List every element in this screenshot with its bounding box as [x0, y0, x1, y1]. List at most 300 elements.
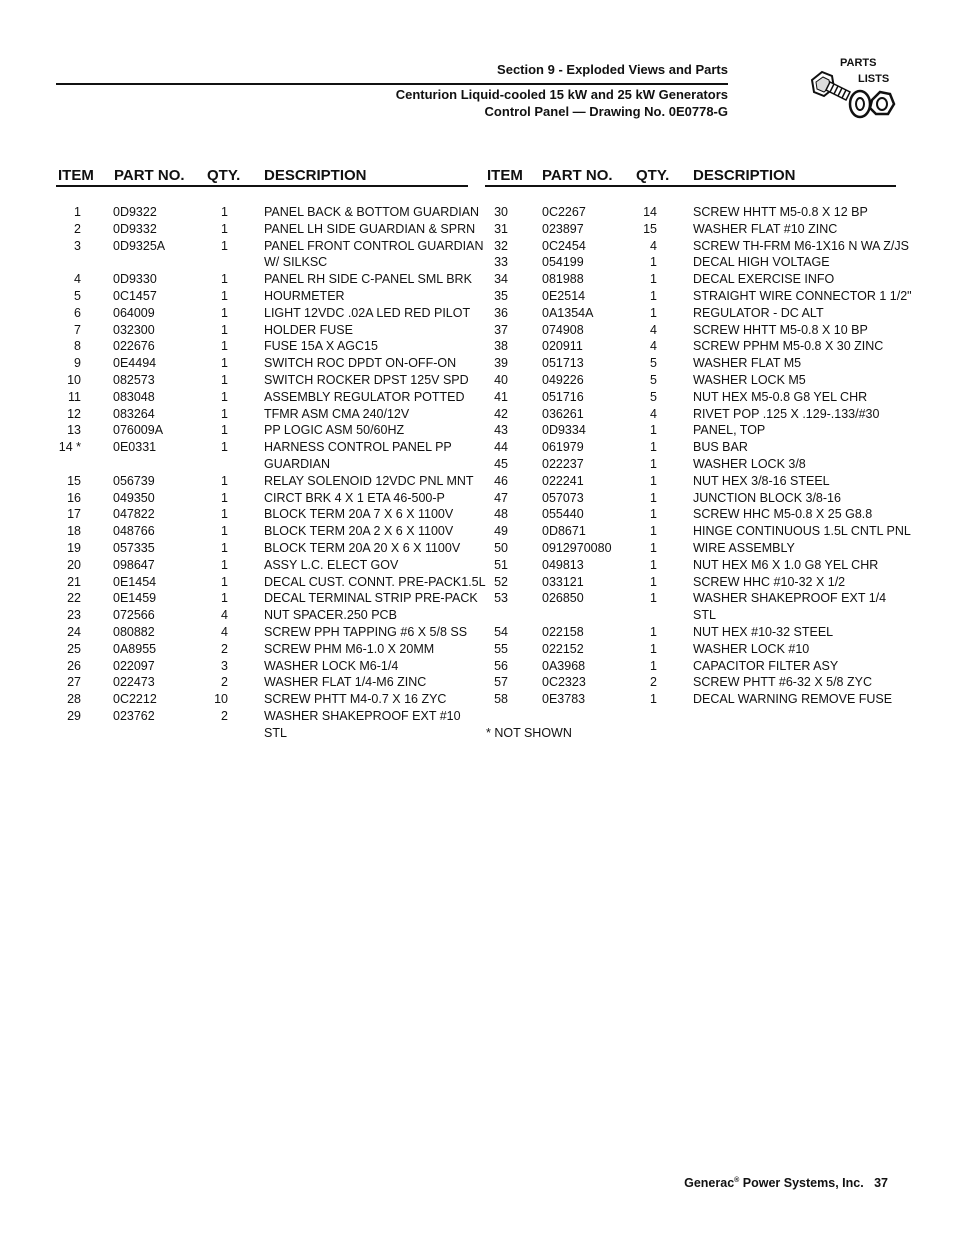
part-number: 056739 — [113, 473, 155, 488]
description: DECAL CUST. CONNT. PRE-PACK1.5L — [264, 574, 486, 589]
description: PANEL RH SIDE C-PANEL SML BRK — [264, 272, 472, 287]
item-number: 57 — [494, 675, 508, 690]
description: WIRE ASSEMBLY — [693, 540, 795, 555]
part-number: 0C2323 — [542, 675, 586, 690]
footnote: * NOT SHOWN — [486, 726, 572, 740]
description: DECAL TERMINAL STRIP PRE-PACK — [264, 591, 478, 606]
part-number: 0A1354A — [542, 305, 594, 320]
part-number: 022473 — [113, 675, 155, 690]
part-number: 026850 — [542, 591, 584, 606]
item-number: 7 — [74, 322, 81, 337]
description: ASSY L.C. ELECT GOV — [264, 557, 399, 572]
quantity: 1 — [221, 238, 228, 253]
item-number: 53 — [494, 591, 508, 606]
table-row — [485, 624, 905, 641]
item-number: 21 — [67, 574, 81, 589]
quantity: 1 — [221, 305, 228, 320]
description: PANEL LH SIDE GUARDIAN & SPRN — [264, 221, 476, 236]
quantity: 1 — [650, 658, 657, 673]
quantity: 4 — [650, 339, 657, 354]
bolt-nut-washer-icon — [806, 56, 898, 132]
table-row — [56, 691, 476, 708]
item-number: 44 — [494, 440, 508, 455]
part-number: 054199 — [542, 255, 584, 270]
part-number: 081988 — [542, 272, 584, 287]
description: WASHER LOCK M5 — [693, 372, 806, 387]
quantity: 1 — [650, 490, 657, 505]
table-row — [56, 439, 476, 473]
item-number: 13 — [67, 423, 81, 438]
quantity: 1 — [221, 524, 228, 539]
description: BUS BAR — [693, 440, 748, 455]
part-number: 0D9332 — [113, 221, 157, 236]
description: PP LOGIC ASM 50/60HZ — [264, 423, 405, 438]
table-row — [485, 557, 905, 574]
item-number: 8 — [74, 339, 81, 354]
col-desc: DESCRIPTION — [693, 167, 796, 184]
parts-table-left — [56, 204, 486, 742]
description: SCREW PHM M6-1.0 X 20MM — [264, 641, 435, 656]
description: CIRCT BRK 4 X 1 ETA 46-500-P — [264, 490, 445, 505]
part-number: 051713 — [542, 356, 584, 371]
quantity: 1 — [650, 624, 657, 639]
item-number: 30 — [494, 205, 508, 219]
description: WASHER FLAT 1/4-M6 ZINC — [264, 675, 427, 690]
quantity: 1 — [650, 288, 657, 303]
part-number: 0D8671 — [542, 524, 586, 539]
part-number: 0C2212 — [113, 692, 157, 707]
quantity: 1 — [221, 372, 228, 387]
part-number: 0912970080 — [542, 540, 612, 555]
quantity: 1 — [650, 255, 657, 270]
quantity: 14 — [643, 205, 657, 219]
table-row — [56, 473, 476, 490]
part-number: 0C2267 — [542, 205, 586, 219]
part-number: 033121 — [542, 574, 584, 589]
drawing-title: Control Panel — Drawing No. 0E0778-G — [484, 104, 728, 119]
part-number: 072566 — [113, 608, 155, 623]
item-number: 2 — [74, 221, 81, 236]
quantity: 4 — [221, 624, 228, 639]
part-number: 0C2454 — [542, 238, 586, 253]
item-number: 40 — [494, 372, 508, 387]
item-number: 54 — [494, 624, 508, 639]
logo-text-lists: LISTS — [858, 73, 890, 85]
item-number: 31 — [494, 221, 508, 236]
col-qty: QTY. — [636, 167, 670, 184]
table-row — [485, 271, 905, 288]
item-number: 19 — [67, 540, 81, 555]
quantity: 1 — [221, 540, 228, 555]
item-number: 52 — [494, 574, 508, 589]
quantity: 1 — [650, 473, 657, 488]
table-row — [56, 523, 476, 540]
item-number: 4 — [74, 272, 81, 287]
item-number: 15 — [67, 473, 81, 488]
item-number: 26 — [67, 658, 81, 673]
description: SCREW PPH TAPPING #6 X 5/8 SS — [264, 624, 468, 639]
description: STRAIGHT WIRE CONNECTOR 1 1/2" — [693, 288, 912, 303]
quantity: 1 — [221, 339, 228, 354]
description: HINGE CONTINUOUS 1.5L CNTL PNL — [693, 524, 911, 539]
description: RELAY SOLENOID 12VDC PNL MNT — [264, 473, 474, 488]
item-number: 41 — [494, 389, 508, 404]
item-number: 38 — [494, 339, 508, 354]
part-number: 0D9325A — [113, 238, 166, 253]
quantity: 5 — [650, 356, 657, 371]
table-row — [56, 338, 476, 355]
description: LIGHT 12VDC .02A LED RED PILOT — [264, 305, 471, 320]
description-continued: STL — [693, 608, 716, 623]
table-row — [485, 691, 905, 708]
description: WASHER LOCK M6-1/4 — [264, 658, 399, 673]
quantity: 1 — [221, 440, 228, 455]
part-number: 082573 — [113, 372, 155, 387]
part-number: 0A8955 — [113, 641, 157, 656]
table-row — [485, 338, 905, 355]
table-row — [485, 506, 905, 523]
item-number: 20 — [67, 557, 81, 572]
item-number: 25 — [67, 641, 81, 656]
item-number: 47 — [494, 490, 508, 505]
table-row — [485, 523, 911, 540]
part-number: 076009A — [113, 423, 164, 438]
table-row — [485, 322, 905, 339]
table-row — [56, 607, 476, 624]
quantity: 1 — [221, 406, 228, 421]
table-row — [56, 322, 476, 339]
description: NUT HEX 3/8-16 STEEL — [693, 473, 830, 488]
table-row — [485, 473, 905, 490]
quantity: 1 — [221, 205, 228, 219]
description: WASHER FLAT M5 — [693, 356, 802, 371]
description: NUT HEX M5-0.8 G8 YEL CHR — [693, 389, 868, 404]
table-row — [56, 641, 476, 658]
description: PANEL, TOP — [693, 423, 766, 438]
description: BLOCK TERM 20A 2 X 6 X 1100V — [264, 524, 454, 539]
table-row — [56, 490, 476, 507]
part-number: 098647 — [113, 557, 155, 572]
table-row — [56, 574, 486, 591]
part-number: 0E3783 — [542, 692, 586, 707]
description: SCREW PHTT #6-32 X 5/8 ZYC — [693, 675, 872, 690]
part-number: 036261 — [542, 406, 584, 421]
item-number: 35 — [494, 288, 508, 303]
description: WASHER SHAKEPROOF EXT #10 — [264, 708, 461, 723]
table-row — [56, 506, 476, 523]
item-number: 18 — [67, 524, 81, 539]
part-number: 0D9330 — [113, 272, 157, 287]
table-row — [485, 221, 905, 238]
quantity: 1 — [650, 591, 657, 606]
table-row — [56, 372, 476, 389]
description: NUT HEX M6 X 1.0 G8 YEL CHR — [693, 557, 879, 572]
item-number: 1 — [74, 205, 81, 219]
quantity: 4 — [221, 608, 228, 623]
part-number: 083264 — [113, 406, 155, 421]
part-number: 0D9322 — [113, 205, 157, 219]
description: SCREW PHTT M4-0.7 X 16 ZYC — [264, 692, 447, 707]
description: PANEL FRONT CONTROL GUARDIAN — [264, 238, 484, 253]
description: BLOCK TERM 20A 20 X 6 X 1100V — [264, 540, 461, 555]
description: DECAL EXERCISE INFO — [693, 272, 835, 287]
item-number: 17 — [67, 507, 81, 522]
footer-company: Generac — [684, 1176, 735, 1190]
table-row — [56, 271, 476, 288]
description: SCREW TH-FRM M6-1X16 N WA Z/JS — [693, 238, 909, 253]
quantity: 4 — [650, 406, 657, 421]
part-number: 061979 — [542, 440, 584, 455]
description: ASSEMBLY REGULATOR POTTED — [264, 389, 465, 404]
description: HARNESS CONTROL PANEL PP — [264, 440, 452, 455]
table-row — [485, 540, 905, 557]
table-row — [485, 355, 905, 372]
part-number: 022237 — [542, 456, 584, 471]
part-number: 055440 — [542, 507, 584, 522]
table-row — [485, 590, 905, 624]
quantity: 1 — [221, 272, 228, 287]
page-footer — [684, 1176, 888, 1190]
item-number: 45 — [494, 456, 508, 471]
table-row — [485, 288, 912, 305]
quantity: 2 — [221, 675, 228, 690]
quantity: 15 — [643, 221, 657, 236]
item-number: 58 — [494, 692, 508, 707]
quantity: 3 — [221, 658, 228, 673]
description: WASHER SHAKEPROOF EXT 1/4 — [693, 591, 887, 606]
item-number: 37 — [494, 322, 508, 337]
part-number: 051716 — [542, 389, 584, 404]
section-title: Section 9 - Exploded Views and Parts — [497, 62, 728, 77]
part-number: 022158 — [542, 624, 584, 639]
description: NUT HEX #10-32 STEEL — [693, 624, 834, 639]
quantity: 1 — [221, 221, 228, 236]
description: PANEL BACK & BOTTOM GUARDIAN — [264, 205, 480, 219]
item-number: 27 — [67, 675, 81, 690]
quantity: 1 — [650, 557, 657, 572]
item-number: 16 — [67, 490, 81, 505]
part-number: 0E4494 — [113, 356, 157, 371]
description: TFMR ASM CMA 240/12V — [264, 406, 410, 421]
quantity: 1 — [221, 574, 228, 589]
description: SWITCH ROCKER DPST 125V SPD — [264, 372, 469, 387]
footer-rest: Power Systems, Inc. — [739, 1176, 864, 1190]
item-number: 29 — [67, 708, 81, 723]
part-number: 0E2514 — [542, 288, 586, 303]
quantity: 1 — [221, 288, 228, 303]
table-row — [485, 389, 905, 406]
quantity: 1 — [221, 322, 228, 337]
table-row — [485, 490, 905, 507]
part-number: 074908 — [542, 322, 584, 337]
part-number: 0E0331 — [113, 440, 157, 455]
item-number: 43 — [494, 423, 508, 438]
quantity: 1 — [650, 423, 657, 438]
table-row — [485, 658, 905, 675]
item-number: 48 — [494, 507, 508, 522]
logo-text-parts: PARTS — [840, 57, 877, 69]
col-part: PART NO. — [114, 167, 185, 184]
quantity: 1 — [221, 389, 228, 404]
quantity: 1 — [221, 473, 228, 488]
description: SCREW HHTT M5-0.8 X 12 BP — [693, 205, 868, 219]
table-row — [485, 674, 905, 691]
quantity: 1 — [650, 524, 657, 539]
quantity: 4 — [650, 322, 657, 337]
item-number: 51 — [494, 557, 508, 572]
description-continued: STL — [264, 725, 287, 740]
description: REGULATOR - DC ALT — [693, 305, 824, 320]
item-number: 34 — [494, 272, 508, 287]
table-row — [485, 372, 905, 389]
item-number: 6 — [74, 305, 81, 320]
table-header-right — [485, 166, 896, 187]
registered-mark: ® — [734, 1176, 740, 1184]
quantity: 5 — [650, 372, 657, 387]
item-number: 23 — [67, 608, 81, 623]
item-number: 28 — [67, 692, 81, 707]
description: SCREW PPHM M5-0.8 X 30 ZINC — [693, 339, 884, 354]
item-number: 32 — [494, 238, 508, 253]
part-number: 023762 — [113, 708, 155, 723]
quantity: 1 — [650, 641, 657, 656]
table-row — [56, 708, 476, 742]
item-number: 50 — [494, 540, 508, 555]
part-number: 049813 — [542, 557, 584, 572]
table-row — [56, 238, 484, 272]
item-number: 22 — [67, 591, 81, 606]
item-number: 10 — [67, 372, 81, 387]
table-row — [485, 305, 905, 322]
part-number: 049226 — [542, 372, 584, 387]
description: SCREW HHC M5-0.8 X 25 G8.8 — [693, 507, 873, 522]
table-row — [56, 406, 476, 423]
item-number: 56 — [494, 658, 508, 673]
col-part: PART NO. — [542, 167, 613, 184]
item-number: 24 — [67, 624, 81, 639]
part-number: 022152 — [542, 641, 584, 656]
quantity: 1 — [650, 574, 657, 589]
description: FUSE 15A X AGC15 — [264, 339, 378, 354]
item-number: 49 — [494, 524, 508, 539]
table-row — [485, 406, 905, 423]
part-number: 080882 — [113, 624, 155, 639]
quantity: 1 — [221, 507, 228, 522]
part-number: 057073 — [542, 490, 584, 505]
description: DECAL HIGH VOLTAGE — [693, 255, 830, 270]
description: WASHER FLAT #10 ZINC — [693, 221, 838, 236]
item-number: 42 — [494, 406, 508, 421]
part-number: 020911 — [542, 339, 583, 354]
header-rule — [56, 83, 728, 85]
table-row — [56, 590, 476, 607]
description: NUT SPACER.250 PCB — [264, 608, 397, 623]
description: SCREW HHC #10-32 X 1/2 — [693, 574, 846, 589]
item-number: 11 — [68, 389, 81, 404]
table-row — [56, 204, 480, 221]
item-number: 39 — [494, 356, 508, 371]
part-number: 0E1454 — [113, 574, 157, 589]
col-item: ITEM — [58, 167, 94, 184]
table-row — [485, 204, 905, 221]
description-continued: GUARDIAN — [264, 456, 330, 471]
part-number: 0D9334 — [542, 423, 586, 438]
item-number: 14 * — [58, 440, 81, 455]
quantity: 1 — [650, 507, 657, 522]
quantity: 1 — [650, 440, 657, 455]
quantity: 1 — [221, 591, 228, 606]
quantity: 1 — [650, 692, 657, 707]
description: WASHER LOCK 3/8 — [693, 456, 806, 471]
part-number: 049350 — [113, 490, 155, 505]
description: HOLDER FUSE — [264, 322, 353, 337]
part-number: 023897 — [542, 221, 584, 236]
item-number: 46 — [494, 473, 508, 488]
part-number: 0A3968 — [542, 658, 586, 673]
item-number: 3 — [74, 238, 81, 253]
table-row — [56, 221, 476, 238]
description: JUNCTION BLOCK 3/8-16 — [693, 490, 841, 505]
part-number: 047822 — [113, 507, 155, 522]
table-row — [56, 288, 476, 305]
description: WASHER LOCK #10 — [693, 641, 810, 656]
table-header-left — [56, 166, 468, 187]
model-title: Centurion Liquid-cooled 15 kW and 25 kW Generators — [395, 87, 728, 102]
table-row — [56, 422, 476, 439]
part-number: 032300 — [113, 322, 155, 337]
item-number: 36 — [494, 305, 508, 320]
part-number: 064009 — [113, 305, 155, 320]
quantity: 1 — [221, 356, 228, 371]
table-row — [485, 456, 905, 473]
table-row — [56, 624, 476, 641]
quantity: 1 — [650, 540, 657, 555]
quantity: 2 — [221, 708, 228, 723]
part-number: 048766 — [113, 524, 155, 539]
description: HOURMETER — [264, 288, 345, 303]
quantity: 1 — [221, 423, 228, 438]
part-number: 057335 — [113, 540, 155, 555]
quantity: 1 — [221, 490, 228, 505]
part-number: 083048 — [113, 389, 155, 404]
part-number: 022676 — [113, 339, 155, 354]
item-number: 33 — [494, 255, 508, 270]
table-row — [56, 389, 476, 406]
table-row — [56, 305, 476, 322]
description: BLOCK TERM 20A 7 X 6 X 1100V — [264, 507, 454, 522]
quantity: 2 — [221, 641, 228, 656]
quantity: 1 — [650, 456, 657, 471]
parts-table-right — [485, 204, 912, 708]
part-number: 022241 — [542, 473, 584, 488]
part-number: 022097 — [113, 658, 155, 673]
item-number: 9 — [74, 356, 81, 371]
item-number: 12 — [67, 406, 81, 421]
table-row — [485, 422, 905, 439]
table-row — [485, 439, 905, 456]
table-row — [485, 574, 905, 591]
description: CAPACITOR FILTER ASY — [693, 658, 839, 673]
col-item: ITEM — [487, 167, 523, 184]
col-desc: DESCRIPTION — [264, 167, 367, 184]
table-row — [56, 674, 476, 691]
description: SCREW HHTT M5-0.8 X 10 BP — [693, 322, 868, 337]
parts-lists-logo — [806, 56, 898, 132]
table-row — [485, 641, 905, 658]
quantity: 1 — [650, 305, 657, 320]
quantity: 2 — [650, 675, 657, 690]
description: RIVET POP .125 X .129-.133/#30 — [693, 406, 880, 421]
